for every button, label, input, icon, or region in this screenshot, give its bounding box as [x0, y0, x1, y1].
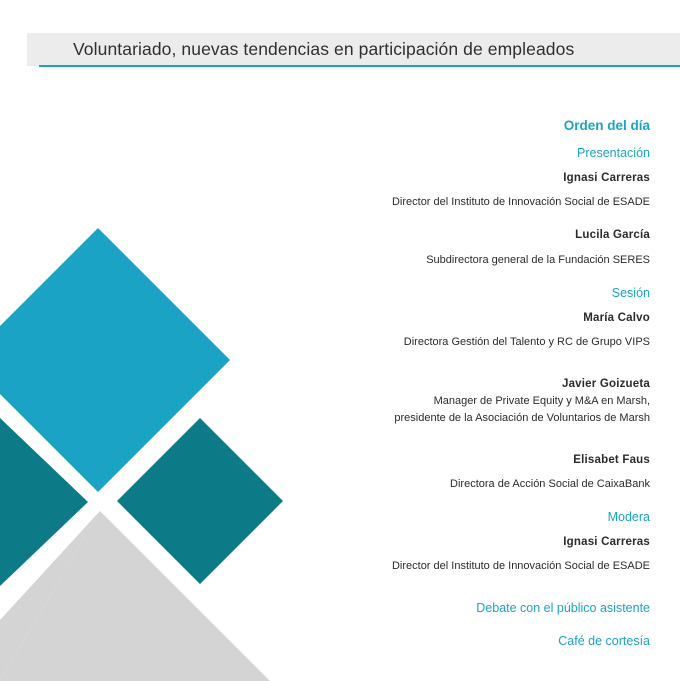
speaker-role: Subdirectora general de la Fundación SERES	[426, 254, 650, 266]
cafe-item: Café de cortesía	[558, 634, 650, 648]
speaker-role: Director del Instituto de Innovación Social de ESADE	[391, 196, 650, 208]
speaker-role: Directora Gestión del Talento y RC de Grupo VIPS	[403, 336, 650, 348]
agenda-heading: Orden del día	[563, 118, 650, 133]
speaker-role: Directora de Acción Social de CaixaBank	[450, 478, 650, 490]
debate-item: Debate con el público asistente	[476, 601, 650, 615]
page-title: Voluntariado, nuevas tendencias en participación de empleados	[73, 39, 575, 59]
section-modera: Modera	[607, 510, 650, 524]
speaker-role: presidente de la Asociación de Voluntarios de Marsh	[394, 412, 650, 424]
section-sesion: Sesión	[611, 286, 650, 300]
speaker-role: Director del Instituto de Innovación Social de ESADE	[391, 560, 650, 572]
speaker-name: Elisabet Faus	[573, 454, 650, 466]
section-presentacion: Presentación	[577, 146, 650, 160]
speaker-name: Ignasi Carreras	[563, 536, 650, 548]
speaker-name: Lucila García	[575, 229, 650, 241]
speaker-role: Manager de Private Equity y M&A en Marsh,	[433, 395, 650, 407]
speaker-name: Javier Goizueta	[561, 378, 650, 390]
speaker-name: María Calvo	[583, 312, 650, 324]
speaker-name: Ignasi Carreras	[563, 172, 650, 184]
